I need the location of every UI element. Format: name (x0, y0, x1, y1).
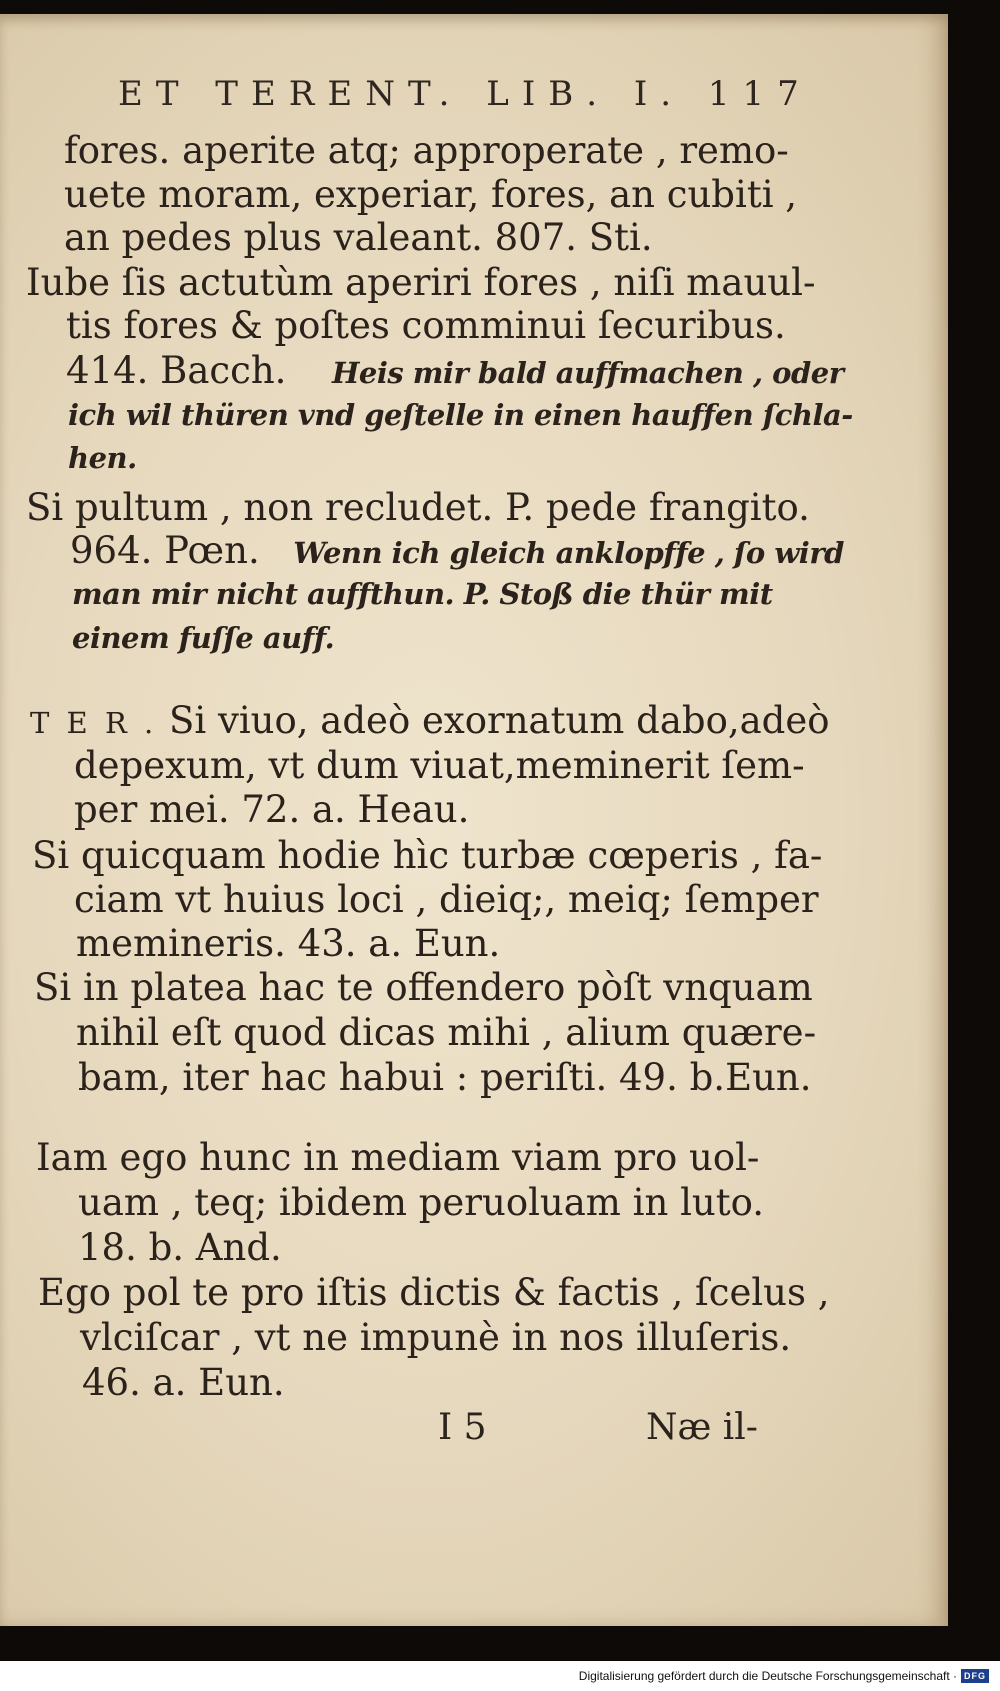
text-line: nihil eſt quod dicas mihi , alium quære- (76, 1011, 817, 1054)
text-line: ciam vt huius loci , dieiq;, meiq; ſemper (74, 878, 819, 921)
running-header: ET TERENT. LIB. I. 117 (118, 74, 812, 114)
german-translation-line: man mir nicht auffthun. P. Stoß die thür mit (72, 577, 773, 611)
text-line: uam , teq; ibidem peruoluam in luto. (78, 1181, 764, 1224)
text-line: uete moram, experiar, fores, an cubiti , (64, 173, 798, 216)
text-line: per mei. 72. a. Heau. (74, 788, 470, 831)
credit-text: Digitalisierung gefördert durch die Deutsche Forschungsgemeinschaft · (578, 1669, 957, 1683)
text-line: Si in platea hac te offendero pòſt vnquam (34, 966, 813, 1009)
text-line: Ego pol te pro iſtis dictis & factis , ſcelus , (38, 1271, 830, 1314)
german-translation-line: hen. (68, 441, 137, 475)
catchword: Næ il- (646, 1407, 758, 1448)
text-span: Si viuo, adeò exornatum dabo,adeò (169, 699, 830, 742)
text-line: vlciſcar , vt ne impunè in nos illuſeris. (80, 1316, 792, 1359)
text-line: Si quicquam hodie hìc turbæ cœperis , fa- (32, 834, 823, 877)
digitization-credit (573, 1665, 992, 1687)
dfg-logo-icon: DFG (961, 1669, 989, 1683)
german-translation-line: ich wil thüren vnd geſtelle in einen hauffen ſchla- (68, 398, 853, 432)
text-line: Si pultum , non recludet. P. pede frangito. (26, 486, 810, 529)
text-line: Iam ego hunc in mediam viam pro uol- (36, 1136, 760, 1179)
text-line: fores. aperite atq; approperate , remo- (64, 129, 789, 172)
text-line: memineris. 43. a. Eun. (76, 922, 501, 965)
text-line: Iube ſis actutùm aperiri fores , niſi mauul- (26, 261, 816, 304)
text-line: 46. a. Eun. (82, 1361, 285, 1404)
latin-reference: 414. Bacch. (66, 349, 287, 392)
text-line: bam, iter hac habui : periſti. 49. b.Eun. (78, 1056, 812, 1099)
text-line (70, 529, 844, 572)
text-line: 18. b. And. (78, 1226, 282, 1269)
german-translation: Wenn ich gleich anklopffe , ſo wird (293, 536, 844, 570)
signature-mark: I 5 (438, 1407, 487, 1448)
text-line (30, 699, 830, 742)
german-translation-line: einem fuſſe auff. (72, 621, 335, 655)
book-page (0, 14, 948, 1626)
speaker-abbreviation: T E R . (30, 706, 158, 740)
text-line (66, 349, 844, 392)
text-line: an pedes plus valeant. 807. Sti. (64, 216, 653, 259)
german-translation: Heis mir bald auffmachen , oder (331, 356, 844, 390)
latin-reference: 964. Pœn. (70, 529, 260, 572)
text-line: depexum, vt dum viuat,meminerit ſem- (74, 744, 805, 787)
text-line: tis fores & poſtes comminui ſecuribus. (66, 304, 786, 347)
